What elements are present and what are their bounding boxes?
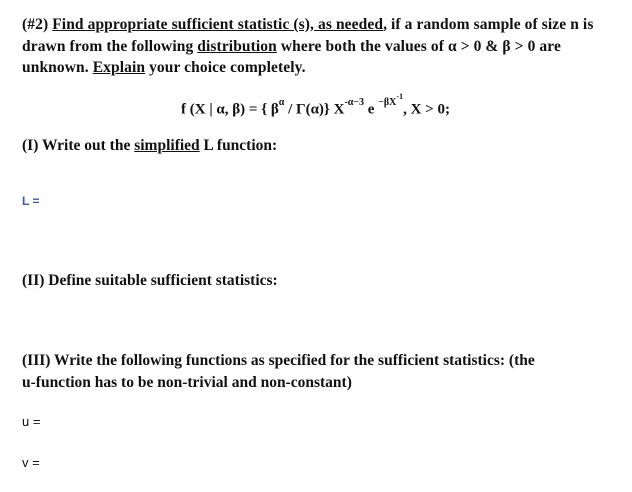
part-1-post: L function:	[199, 137, 278, 154]
question-line-3	[22, 59, 306, 77]
simplified-term: simplified	[134, 137, 200, 154]
question-number: (#2)	[22, 16, 49, 33]
x-exponent: -α−3	[344, 97, 365, 109]
question-title: Find appropriate sufficient statistic (s), as needed	[52, 16, 384, 33]
e-exponent-base: −βX	[378, 97, 397, 109]
question-line-2	[22, 38, 561, 56]
question-line-1	[22, 16, 593, 34]
e-symbol: e	[364, 101, 379, 118]
explain-term: Explain	[92, 59, 146, 76]
answer-l-label: L =	[22, 194, 40, 208]
alpha-superscript: α	[278, 97, 285, 109]
part-1-pre: (I) Write out the	[22, 137, 135, 154]
density-mid: / Γ(α)} X	[284, 101, 345, 118]
e-exponent-inverse: -1	[396, 92, 404, 101]
question-line-2-rest: where both the values of α > 0 & β > 0 are	[276, 38, 561, 55]
density-tail: , X > 0;	[403, 101, 450, 118]
answer-u-label: u =	[22, 414, 41, 429]
question-line-3-pre: unknown.	[22, 59, 93, 76]
density-formula	[181, 92, 450, 118]
question-line-1-rest: , if a random sample of size n is	[383, 16, 594, 33]
question-line-3-rest: your choice completely.	[145, 59, 306, 76]
question-line-2-pre: drawn from the following	[22, 38, 198, 55]
part-3-prompt-line-1: (III) Write the following functions as specified for the sufficient statistics: (the	[22, 352, 535, 369]
e-exponent	[378, 92, 404, 109]
part-3-prompt-line-2: u-function has to be non-trivial and non-constant)	[22, 374, 352, 391]
part-1-prompt	[22, 137, 277, 155]
distribution-term: distribution	[197, 38, 277, 55]
part-2-prompt: (II) Define suitable sufficient statistics:	[22, 272, 278, 289]
density-lhs: f (X | α, β) = { β	[181, 101, 279, 118]
answer-v-label: v =	[22, 455, 40, 470]
